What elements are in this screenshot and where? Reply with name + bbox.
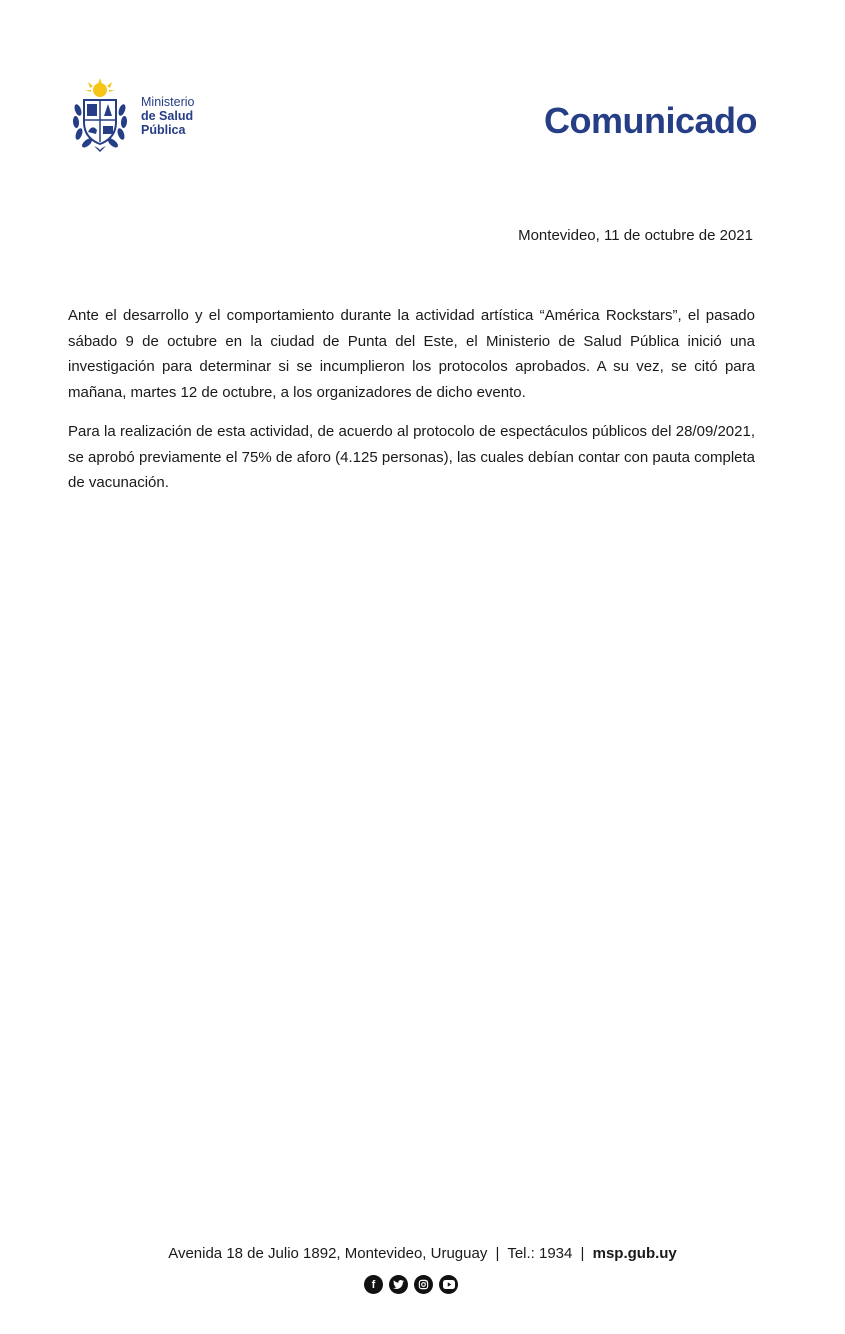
ministry-name [141,95,195,137]
coat-of-arms-icon [68,76,132,154]
social-links [364,1275,460,1295]
ministry-logo [68,76,218,156]
document-type-title: Comunicado [543,100,757,141]
date-line: Montevideo, 11 de octubre de 2021 [518,227,753,244]
footer-address: Avenida 18 de Julio 1892, Montevideo, Uruguay [168,1245,488,1262]
twitter-icon[interactable] [389,1275,408,1294]
body-paragraph-2: Para la realización de esta actividad, de acuerdo al protocolo de espectáculos públicos del 28/09/2021, se aprobó previamente el 75% de aforo (4.125 personas), las cuales debían contar con pauta completa de vacunación. [68,423,755,491]
footer-website-link[interactable]: msp.gub.uy [592,1245,677,1262]
ministry-name-line3: Pública [141,123,186,137]
youtube-icon[interactable] [439,1275,458,1294]
footer-separator: | [580,1245,585,1262]
body-paragraph-1: Ante el desarrollo y el comportamiento durante la actividad artística “América Rockstars”, el pasado sábado 9 de octubre en la ciudad de Punta del Este, el Ministerio de Salud Pública inició una investigación para determinar si se incumplieron los protocolos aprobados. A su vez, se citó para mañana, martes 12 de octubre, a los organizadores de dicho evento. [68,307,755,401]
facebook-icon[interactable]: f [364,1275,383,1294]
footer-address-line [0,1245,845,1262]
instagram-icon[interactable] [414,1275,433,1294]
ministry-name-line2: de Salud [141,109,194,123]
footer-phone: Tel.: 1934 [507,1245,573,1262]
footer-separator: | [495,1245,500,1262]
ministry-name-line1: Ministerio [141,95,195,109]
